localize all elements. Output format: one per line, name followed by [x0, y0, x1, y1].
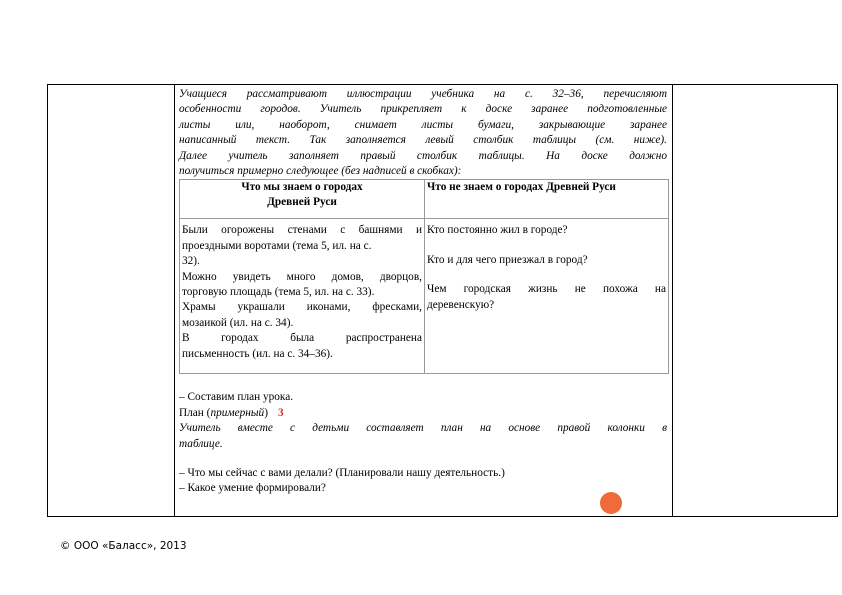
slide-number-mark: 3	[277, 406, 284, 419]
question-line: деревенскую?	[427, 298, 495, 311]
fact-line: Можно увидеть много домов, дворцов,	[182, 270, 422, 283]
table-row	[180, 219, 669, 374]
header-unknown: Что не знаем о городах Древней Руси	[425, 180, 669, 219]
intro-line: особенности городов. Учитель прикрепляет к доске заранее подготовленные	[179, 103, 667, 116]
fact-line: торговую площадь (тема 5, ил. на с. 33).	[182, 286, 375, 299]
plan-intro-line: – Составим план урока.	[179, 391, 294, 404]
intro-paragraph	[179, 87, 667, 179]
table-header-row	[180, 180, 669, 219]
question-line: – Что мы сейчас с вами делали? (Планировали нашу деятельность.)	[179, 467, 505, 480]
intro-line: Далее учитель заполняет правый столбик таблицы. На доске должно	[179, 149, 667, 162]
fact-line: письменность (ил. на с. 34–36).	[182, 347, 333, 360]
column-divider-right	[672, 85, 673, 516]
fact-line: проездными воротами (тема 5, ил. на с.	[182, 239, 372, 252]
intro-line: листы или, наоборот, снимает листы бумаги, закрывающие заранее	[179, 118, 667, 131]
plan-label: План (примерный) 3	[179, 406, 284, 419]
question-line: Чем городская жизнь не похожа на	[427, 283, 666, 296]
intro-line: Учащиеся рассматривают иллюстрации учебника на с. 32–36, перечисляют	[179, 88, 667, 100]
question-line: – Какое умение формировали?	[179, 482, 326, 495]
orange-dot-marker	[600, 492, 622, 514]
fact-line: 32).	[182, 255, 200, 268]
copyright-footer: © ООО «Баласс», 2013	[60, 540, 187, 552]
plan-section	[179, 390, 667, 496]
outer-table	[47, 84, 838, 517]
fact-line: мозаикой (ил. на с. 34).	[182, 316, 294, 329]
fact-line: Храмы украшали иконами, фресками,	[182, 301, 422, 314]
cell-unknown-questions	[425, 219, 669, 374]
intro-line: написанный текст. Так заполняется левый столбик таблицы (см. ниже).	[179, 134, 667, 147]
question-line: Кто постоянно жил в городе?	[427, 224, 568, 237]
plan-note-line: таблице.	[179, 437, 223, 450]
question-line: Кто и для чего приезжал в город?	[427, 253, 588, 266]
cell-known-facts	[180, 219, 425, 374]
intro-line: получиться примерно следующее (без надписей в скобках):	[179, 165, 462, 178]
column-divider-left	[174, 85, 175, 516]
fact-line: В городах была распространена	[182, 332, 422, 345]
plan-note-line: Учитель вместе с детьми составляет план на основе правой колонки в	[179, 422, 667, 435]
header-known: Что мы знаем о городах Древней Руси	[180, 180, 425, 219]
cities-table	[179, 179, 669, 374]
lesson-content-cell	[179, 87, 667, 497]
fact-line: Были огорожены стенами с башнями и	[182, 224, 422, 237]
